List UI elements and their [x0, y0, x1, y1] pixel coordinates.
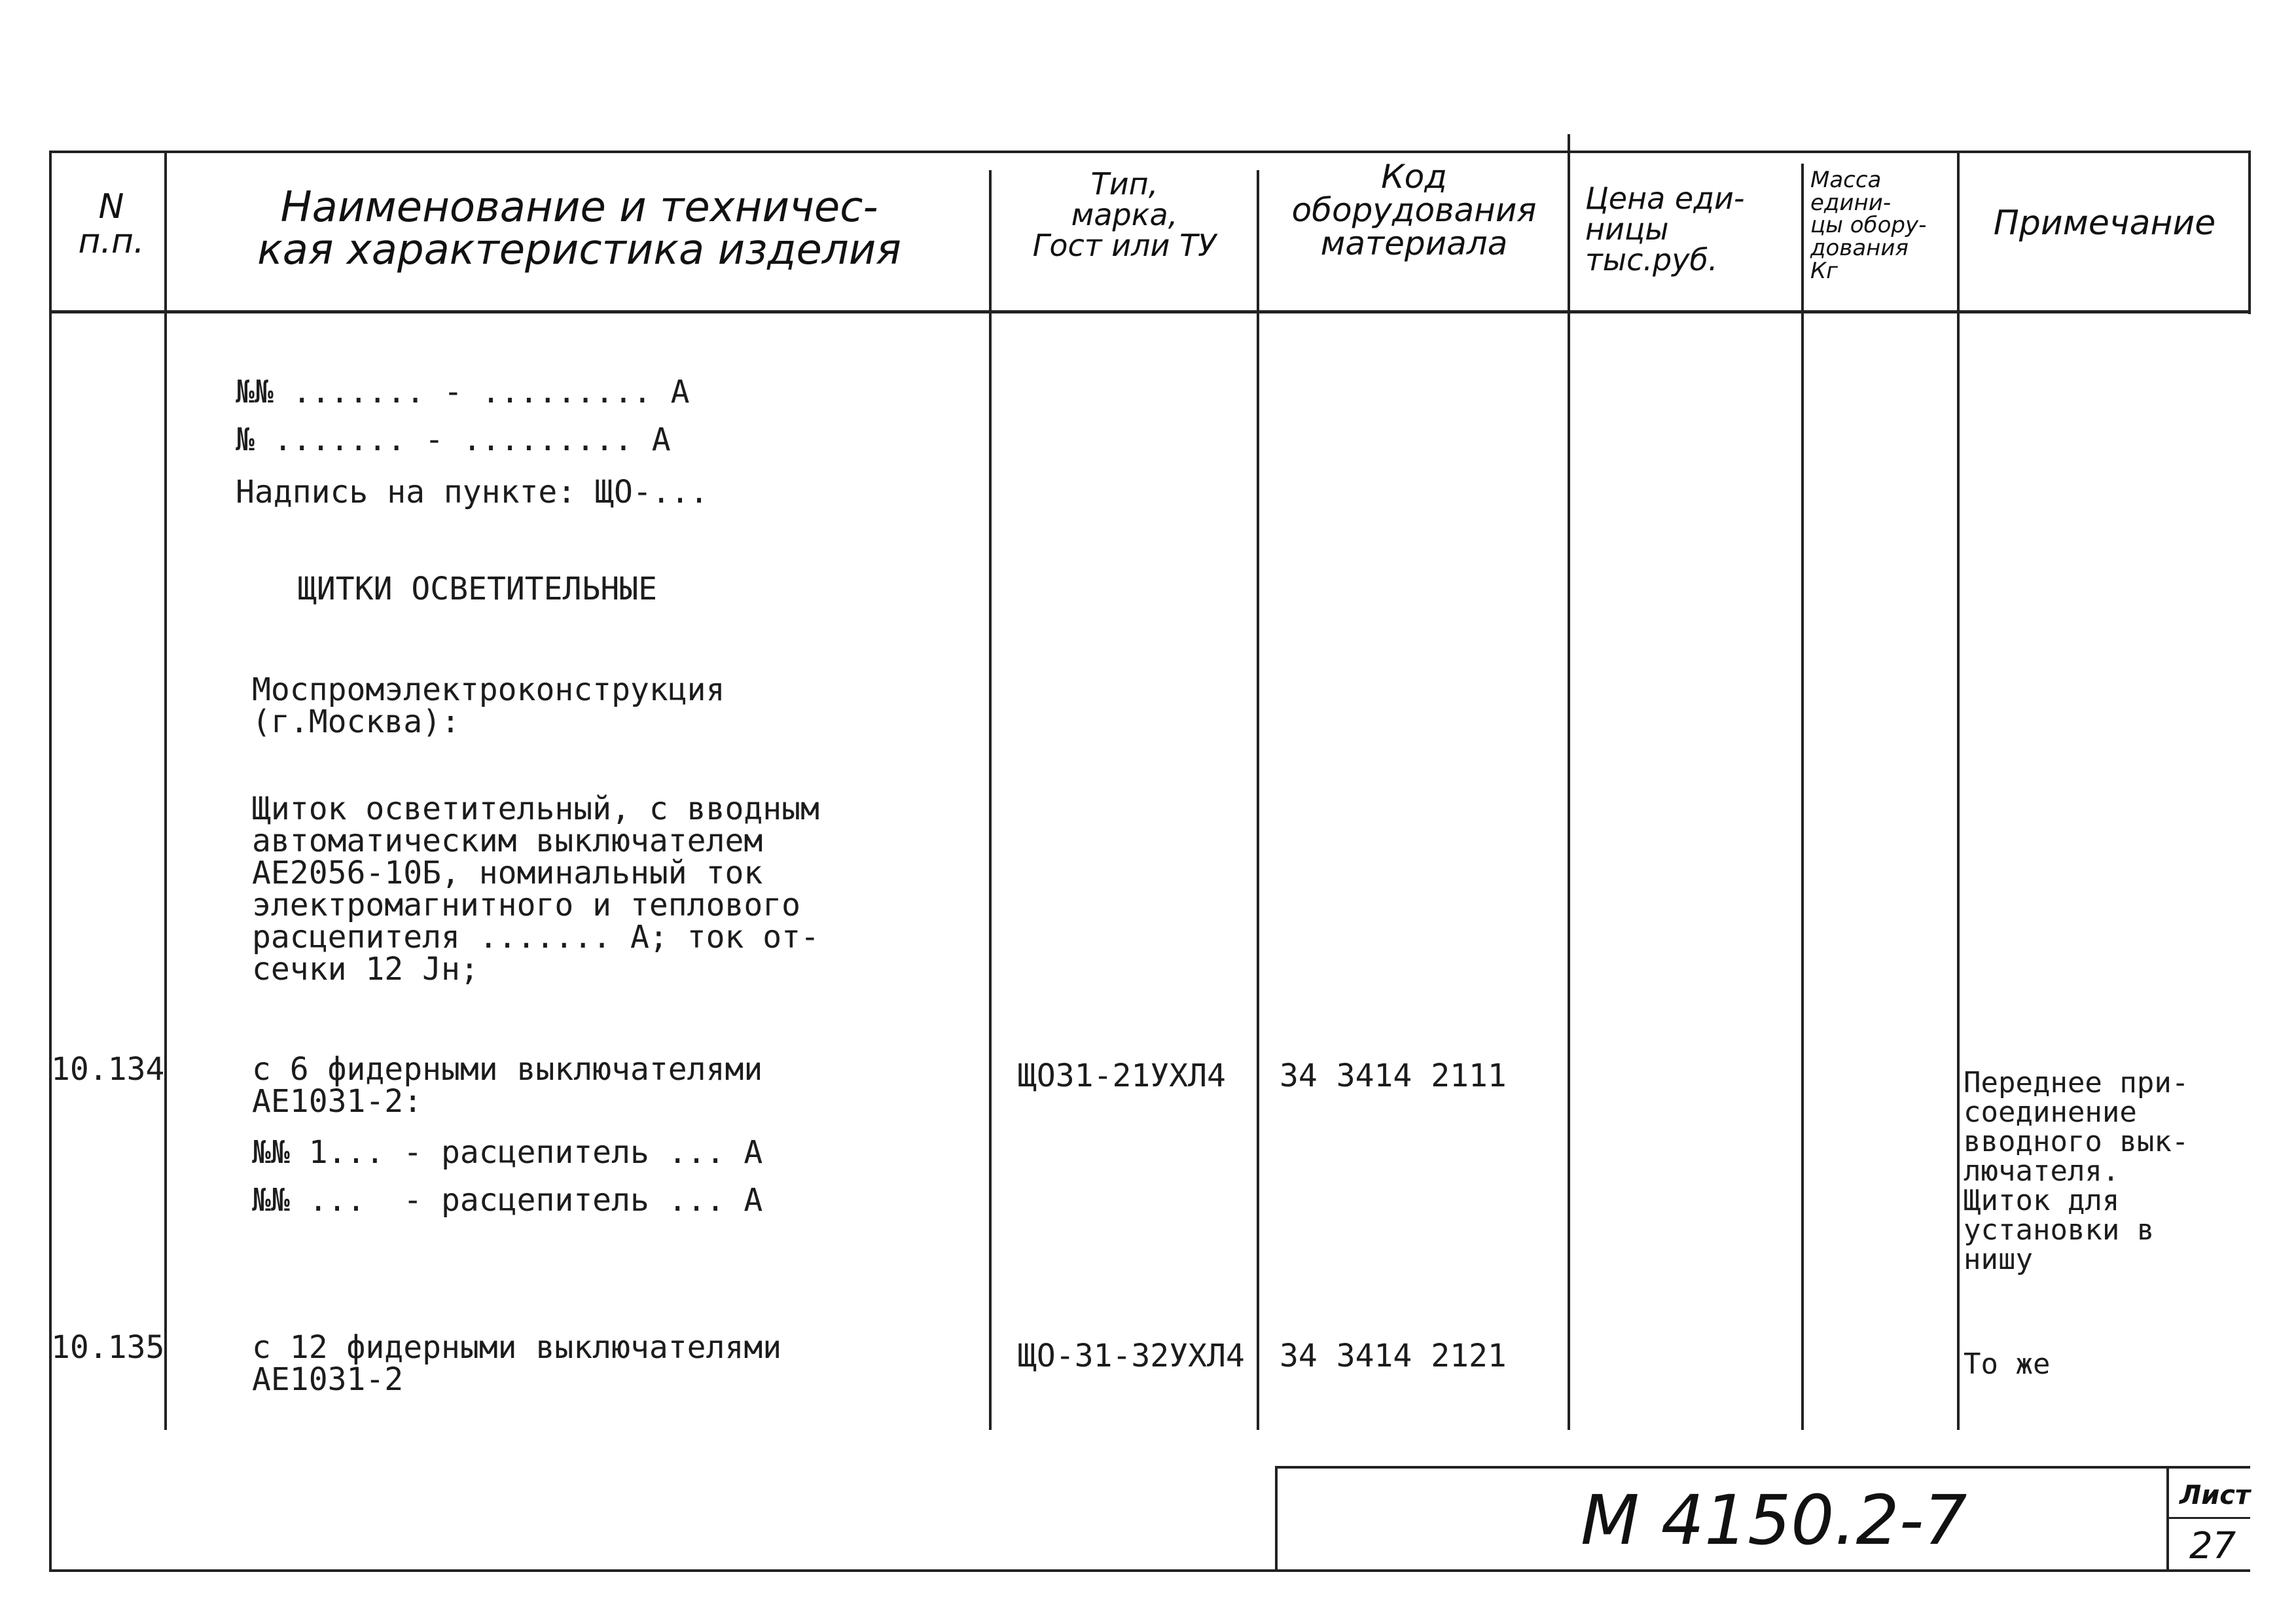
col-divider-3: [1257, 170, 1259, 1430]
header-mass: Масса едини- цы обору- дования Кг: [1810, 167, 1927, 284]
panel-description: Щиток осветительный, с вводным автоматическим выключателем АЕ2056-10Б, номинальный ток электромагнитного и теплового расцепителя ....... А; ток от- сечки 12 Jн;: [252, 791, 819, 988]
header-price: Цена еди- ницы тыс.руб.: [1585, 181, 1745, 277]
col-divider-2: [989, 170, 992, 1430]
row-subitem-2: №№ ... - расцепитель ... А: [252, 1182, 763, 1219]
header-code: Код оборудования материала: [1291, 158, 1537, 262]
intro-inscription: Надпись на пункте: ЩО-...: [236, 474, 709, 510]
stamp-top-border: [1275, 1466, 2250, 1469]
row-number: 10.134: [51, 1051, 165, 1088]
header-note: Примечание: [1993, 204, 2216, 243]
stamp-left-border: [1275, 1466, 1278, 1571]
intro-line-2: № ....... - ......... А: [236, 421, 671, 458]
table-top-border: [49, 151, 2250, 153]
row-type: ЩО-31-32УХЛ4: [1018, 1338, 1245, 1374]
intro-line-1: №№ ....... - ......... А: [236, 374, 690, 410]
row-code: 34 3414 2111: [1280, 1058, 1507, 1094]
header-name: Наименование и техничес- кая характеристика изделия: [257, 183, 901, 275]
sheet-label: Лист: [2179, 1480, 2251, 1510]
stamp-sheet-mid: [2166, 1517, 2250, 1519]
col-divider-4: [1568, 134, 1570, 1430]
row-code: 34 3414 2121: [1280, 1338, 1507, 1374]
page-bottom-border: [49, 1569, 2250, 1572]
header-bottom-border: [49, 310, 2250, 313]
col-divider-6: [1957, 151, 1960, 1430]
row-name: с 12 фидерными выключателями АЕ1031-2: [252, 1329, 782, 1398]
col-divider-5: [1801, 164, 1804, 1430]
manufacturer: Моспромэлектроконструкция (г.Москва):: [252, 671, 725, 740]
document-number: М 4150.2-7: [1581, 1480, 1967, 1560]
sheet-number: 27: [2189, 1525, 2236, 1567]
row-note: Переднее при- соединение вводного вык- лючателя. Щиток для установки в нишу: [1964, 1066, 2189, 1276]
row-note: То же: [1964, 1347, 2051, 1381]
row-number: 10.135: [51, 1329, 165, 1366]
row-type: ЩО31-21УХЛ4: [1018, 1058, 1226, 1094]
row-subitem-1: №№ 1... - расцепитель ... А: [252, 1134, 763, 1171]
header-number: N п.п.: [78, 187, 145, 262]
table-right-border: [2248, 151, 2251, 314]
section-title: ЩИТКИ ОСВЕТИТЕЛЬНЫЕ: [298, 571, 658, 607]
col-divider-1: [164, 151, 167, 1430]
header-type: Тип, марка, Гост или ТУ: [1032, 166, 1217, 263]
row-name: с 6 фидерными выключателями АЕ1031-2:: [252, 1051, 763, 1120]
